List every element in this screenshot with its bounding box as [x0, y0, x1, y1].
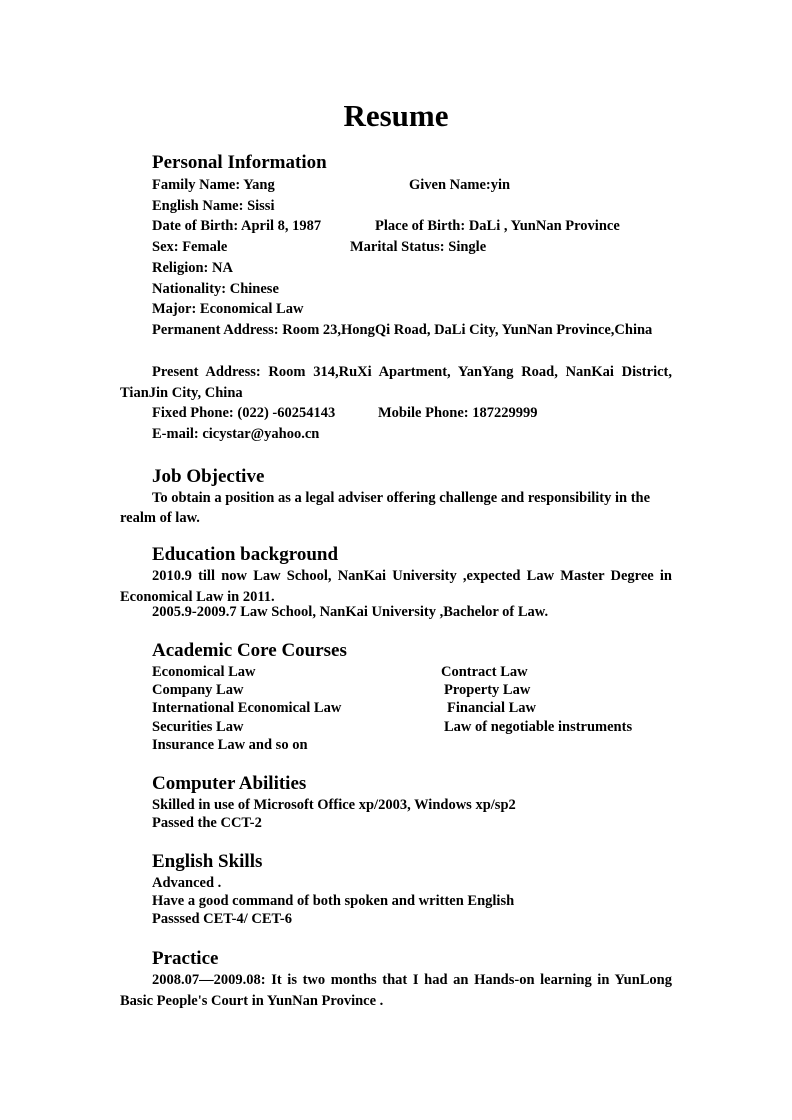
practice-text: 2008.07—2009.08: It is two months that I had an Hands-on learning in YunLong Basic People's Court in YunNan Province .	[120, 972, 672, 1009]
job-objective-text: To obtain a position as a legal adviser offering challenge and responsibility in the realm of law.	[120, 490, 651, 526]
date-of-birth: Date of Birth: April 8, 1987	[152, 218, 322, 234]
present-address: Present Address: Room 314,RuXi Apartment, YanYang Road, NanKai District, TianJin City, China	[120, 364, 672, 401]
fixed-phone: Fixed Phone: (022) -60254143	[152, 405, 336, 421]
job-objective-heading: Job Objective	[152, 466, 265, 487]
nationality: Nationality: Chinese	[152, 281, 279, 297]
practice-heading: Practice	[152, 948, 219, 969]
computer-line: Passed the CCT-2	[152, 815, 262, 831]
course-item: Law of negotiable instruments	[444, 719, 633, 735]
course-item: Securities Law	[152, 719, 244, 735]
english-skills-heading: English Skills	[152, 851, 263, 872]
english-line: Passsed CET-4/ CET-6	[152, 911, 292, 927]
email: E-mail: cicystar@yahoo.cn	[152, 426, 320, 442]
english-line: Have a good command of both spoken and written English	[152, 893, 515, 909]
computer-abilities-heading: Computer Abilities	[152, 773, 307, 794]
course-item: Property Law	[444, 682, 531, 698]
major: Major: Economical Law	[152, 301, 304, 317]
given-name: Given Name:yin	[409, 177, 511, 193]
permanent-address: Permanent Address: Room 23,HongQi Road, DaLi City, YunNan Province,China	[152, 322, 653, 338]
education-item: 2005.9-2009.7 Law School, NanKai University ,Bachelor of Law.	[152, 604, 549, 620]
course-item: Economical Law	[152, 664, 256, 680]
marital-status: Marital Status: Single	[350, 239, 487, 255]
course-item: Insurance Law and so on	[152, 737, 308, 753]
computer-line: Skilled in use of Microsoft Office xp/2003, Windows xp/sp2	[152, 797, 516, 813]
mobile-phone: Mobile Phone: 187229999	[378, 405, 538, 421]
course-item: Contract Law	[441, 664, 528, 680]
document-title: Resume	[343, 98, 449, 133]
course-item: Company Law	[152, 682, 244, 698]
education-heading: Education background	[152, 544, 339, 565]
sex: Sex: Female	[152, 239, 228, 255]
english-line: Advanced .	[152, 875, 222, 891]
religion: Religion: NA	[152, 260, 233, 276]
academic-courses-heading: Academic Core Courses	[152, 640, 347, 661]
course-item: Financial Law	[447, 700, 537, 716]
place-of-birth: Place of Birth: DaLi , YunNan Province	[375, 218, 620, 234]
family-name: Family Name: Yang	[152, 177, 275, 193]
personal-information-heading: Personal Information	[152, 152, 327, 173]
education-item: 2010.9 till now Law School, NanKai University ,expected Law Master Degree in Economical Law in 2011.	[120, 568, 672, 605]
course-item: International Economical Law	[152, 700, 342, 716]
english-name: English Name: Sissi	[152, 198, 275, 214]
